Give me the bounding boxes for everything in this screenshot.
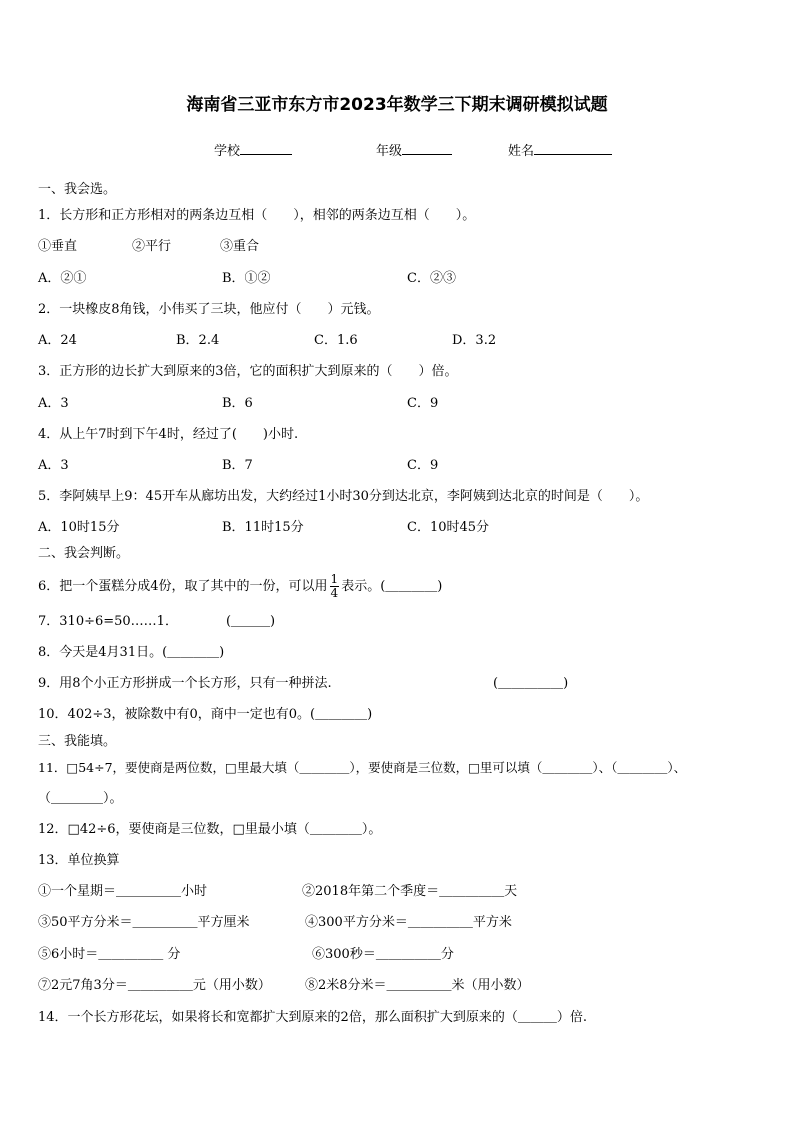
question-10: 10．402÷3，被除数中有0，商中一定也有0。(＿＿＿＿): [38, 707, 373, 722]
q3-option-c: C．9: [407, 396, 439, 411]
q3-option-b: B．6: [222, 396, 253, 411]
name-blank: [534, 141, 612, 155]
section-heading-1: 一、我会选。: [38, 182, 117, 197]
q4-option-c: C．9: [407, 458, 439, 473]
fraction: [330, 573, 340, 600]
section-heading-3: 三、我能填。: [38, 734, 117, 749]
question-5: 5．李阿姨早上9：45开车从廊坊出发，大约经过1小时30分到达北京，李阿姨到达北京的时间是（ ）。: [38, 489, 649, 504]
question-13: 13．单位换算: [38, 853, 120, 868]
q1-option-c: C．②③: [407, 271, 456, 286]
q1-option-b: B．①②: [222, 271, 271, 286]
question-6: [38, 572, 442, 602]
question-3: 3．正方形的边长扩大到原来的3倍，它的面积扩大到原来的（ ）倍。: [38, 364, 458, 379]
q5-option-a: A．10时15分: [38, 520, 120, 535]
q13-item-5: ⑤6小时＝＿＿＿＿＿ 分: [38, 947, 181, 962]
question-4: 4．从上午7时到下午4时，经过了( )小时.: [38, 427, 299, 442]
q4-option-b: B．7: [222, 458, 253, 473]
fraction-numerator: 1: [330, 572, 339, 586]
q2-option-d: D．3.2: [452, 333, 497, 348]
question-9: [38, 676, 332, 692]
section-heading-2: 二、我会判断。: [38, 546, 130, 561]
q7-blank: (＿＿＿): [225, 614, 276, 629]
school-field: [214, 140, 292, 159]
school-blank: [240, 141, 292, 155]
q6-text-post: 表示。(＿＿＿＿): [341, 579, 443, 594]
q13-item-8: ⑧2米8分米＝＿＿＿＿＿米（用小数）: [305, 978, 530, 993]
q9-blank: (＿＿＿＿＿): [493, 676, 569, 691]
q1-choice-1: ①垂直: [38, 239, 78, 254]
fraction-denominator: 4: [330, 586, 339, 600]
q13-item-6: ⑥300秒＝＿＿＿＿＿分: [312, 947, 454, 962]
name-label: 姓名: [508, 144, 535, 159]
q2-option-b: B．2.4: [176, 333, 220, 348]
q1-option-a: A．②①: [38, 271, 87, 286]
q4-option-a: A．3: [38, 458, 69, 473]
q13-item-1: ①一个星期＝＿＿＿＿＿小时: [38, 884, 208, 899]
q2-option-a: A．24: [38, 333, 77, 348]
question-12: 12．□42÷6，要使商是三位数，□里最小填（＿＿＿＿）。: [38, 822, 382, 837]
question-1: 1．长方形和正方形相对的两条边互相（ ），相邻的两条边互相（ ）。: [38, 208, 476, 223]
q13-item-3: ③50平方分米＝＿＿＿＿＿平方厘米: [38, 915, 250, 930]
q13-item-4: ④300平方分米＝＿＿＿＿＿平方米: [305, 915, 512, 930]
school-label: 学校: [214, 144, 241, 159]
name-field: [508, 140, 612, 159]
question-2: 2．一块橡皮8角钱，小伟买了三块，他应付（ ）元钱。: [38, 302, 380, 317]
question-7: [38, 614, 275, 630]
q6-text-pre: 6．把一个蛋糕分成4份，取了其中的一份，可以用: [38, 579, 328, 594]
q3-option-a: A．3: [38, 396, 69, 411]
q13-item-7: ⑦2元7角3分＝＿＿＿＿＿元（用小数）: [38, 978, 271, 993]
page-title: 海南省三亚市东方市2023年数学三下期末调研模拟试题: [186, 95, 608, 115]
q7-text: 7．310÷6=50……1．: [38, 614, 178, 629]
question-11-line-2: （＿＿＿＿）。: [38, 791, 123, 806]
q13-item-2: ②2018年第二个季度＝＿＿＿＿＿天: [302, 884, 518, 899]
q5-option-c: C．10时45分: [407, 520, 490, 535]
q2-option-c: C．1.6: [314, 333, 358, 348]
grade-field: [376, 140, 452, 159]
question-14: 14．一个长方形花坛，如果将长和宽都扩大到原来的2倍，那么面积扩大到原来的（＿＿＿）倍.: [38, 1010, 587, 1025]
question-11-line-1: 11．□54÷7，要使商是两位数，□里最大填（＿＿＿＿），要使商是三位数，□里可以填（＿＿＿＿）、（＿＿＿＿）、: [38, 760, 687, 775]
grade-label: 年级: [376, 144, 403, 159]
grade-blank: [402, 141, 452, 155]
q1-choice-3: ③重合: [220, 239, 260, 254]
q1-choice-2: ②平行: [132, 239, 172, 254]
q9-text: 9．用8个小正方形拼成一个长方形，只有一种拼法.: [38, 676, 332, 691]
question-8: 8．今天是4月31日。(＿＿＿＿): [38, 645, 225, 660]
q5-option-b: B．11时15分: [222, 520, 304, 535]
